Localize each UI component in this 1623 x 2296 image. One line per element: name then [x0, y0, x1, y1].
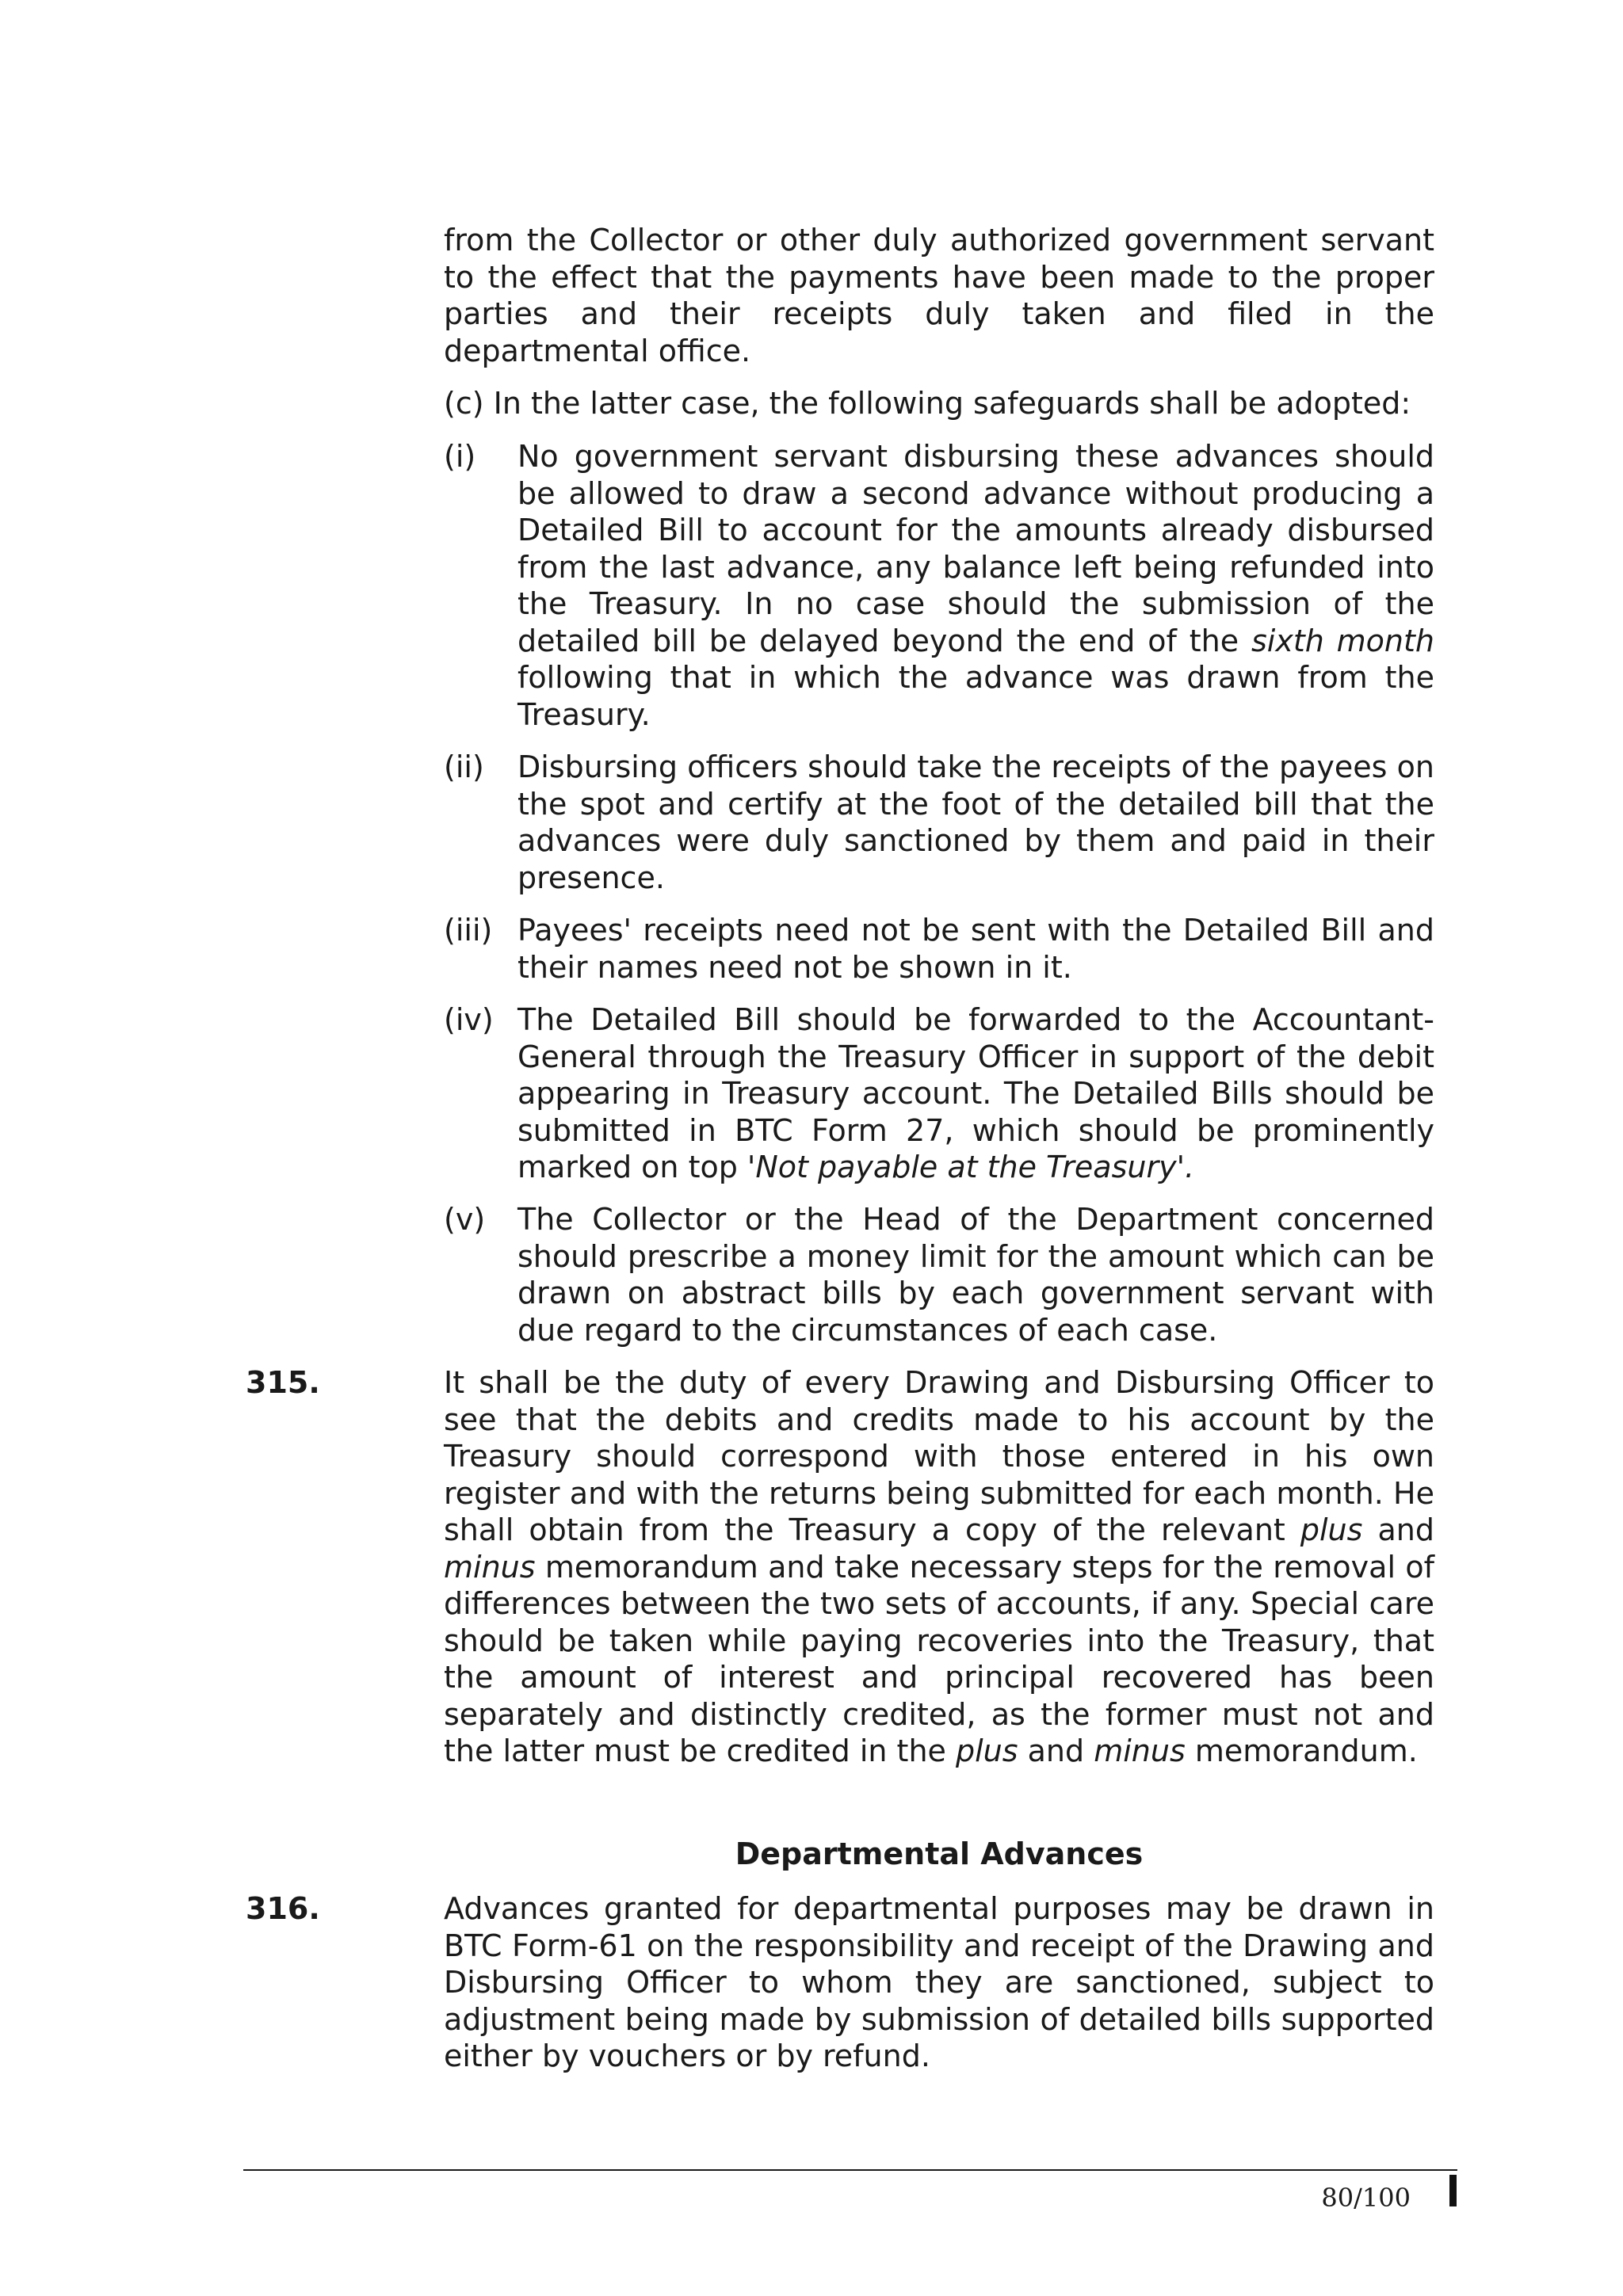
item-text-part: following that in which the advance was drawn from the Treasury. — [517, 660, 1434, 732]
list-item: The Collector or the Head of the Department concerned should prescribe a money limit for the amount which can be drawn on abstract bills by each government servant with due regard to the circumstances of each case. — [517, 1202, 1434, 1348]
item-number: (iii) — [444, 913, 493, 948]
text-part: and — [1362, 1512, 1434, 1547]
item-number: (iv) — [444, 1002, 494, 1037]
item-number: (ii) — [444, 749, 484, 784]
text-part: memorandum and take necessary steps for the removal of differences between the two sets of accounts, if any. Special care should be taken while paying recoveries into the Treasury, that the amount of interest and principal recovered has been separately and distinctly credited, as the former must not and the latter must be credited in the — [444, 1549, 1434, 1768]
text-part: memorandum. — [1185, 1733, 1418, 1768]
section-number: 315. — [246, 1365, 320, 1400]
footer-rule — [243, 2169, 1457, 2171]
list-item: Disbursing officers should take the receipts of the payees on the spot and certify at the foot of the detailed bill that the advances were duly sanctioned by them and paid in their presence. — [517, 749, 1434, 895]
text-part: and — [1018, 1733, 1094, 1768]
list-item — [517, 438, 1434, 733]
item-text-part: The Detailed Bill should be forwarded to the Accountant-General through the Treasury Officer in support of the debit appearing in Treasury account. The Detailed Bills should be submitted in BTC Form 27, which should be prominently marked on top — [517, 1002, 1434, 1184]
item-number: (i) — [444, 439, 476, 474]
emphasis: minus — [1094, 1733, 1186, 1768]
continuation-paragraph: from the Collector or other duly authorized government servant to the effect that the payments have been made to the proper parties and their receipts duly taken and filed in the departmental office. — [444, 223, 1434, 368]
item-text-part: No government servant disbursing these advances should be allowed to draw a second advance without producing a Detailed Bill to account for the amounts already disbursed from the last advance, any balance left being refunded into the Treasury. In no case should the submission of the detailed bill be delayed beyond the end of the — [517, 439, 1434, 658]
item-emphasis: 'Not payable at the Treasury'. — [747, 1150, 1195, 1184]
page-number: 80/100 — [1321, 2183, 1411, 2213]
clause-c-intro: (c) In the latter case, the following safeguards shall be adopted: — [444, 386, 1411, 421]
section-316-paragraph: Advances granted for departmental purposes may be drawn in BTC Form-61 on the responsibility and receipt of the Drawing and Disbursing Officer to whom they are sanctioned, subject to adjustment being made by submission of detailed bills supported either by vouchers or by refund. — [444, 1891, 1434, 2073]
section-heading: Departmental Advances — [735, 1836, 1144, 1871]
text-part: It shall be the duty of every Drawing and Disbursing Officer to see that the debits and credits made to his account by the Treasury should correspond with those entered in his own register and with the returns being submitted for each month. He shall obtain from the Treasury a copy of the relevant — [444, 1365, 1434, 1547]
emphasis: minus — [444, 1549, 536, 1585]
section-number: 316. — [246, 1891, 320, 1926]
page-marker-bar — [1449, 2175, 1457, 2206]
emphasis: plus — [1300, 1512, 1363, 1547]
section-315-paragraph — [444, 1364, 1434, 1770]
item-number: (v) — [444, 1202, 486, 1237]
list-item: Payees' receipts need not be sent with the Detailed Bill and their names need not be shown in it. — [517, 913, 1434, 985]
list-item — [517, 1001, 1434, 1186]
emphasis: plus — [956, 1733, 1018, 1768]
item-emphasis: sixth month — [1251, 623, 1434, 658]
